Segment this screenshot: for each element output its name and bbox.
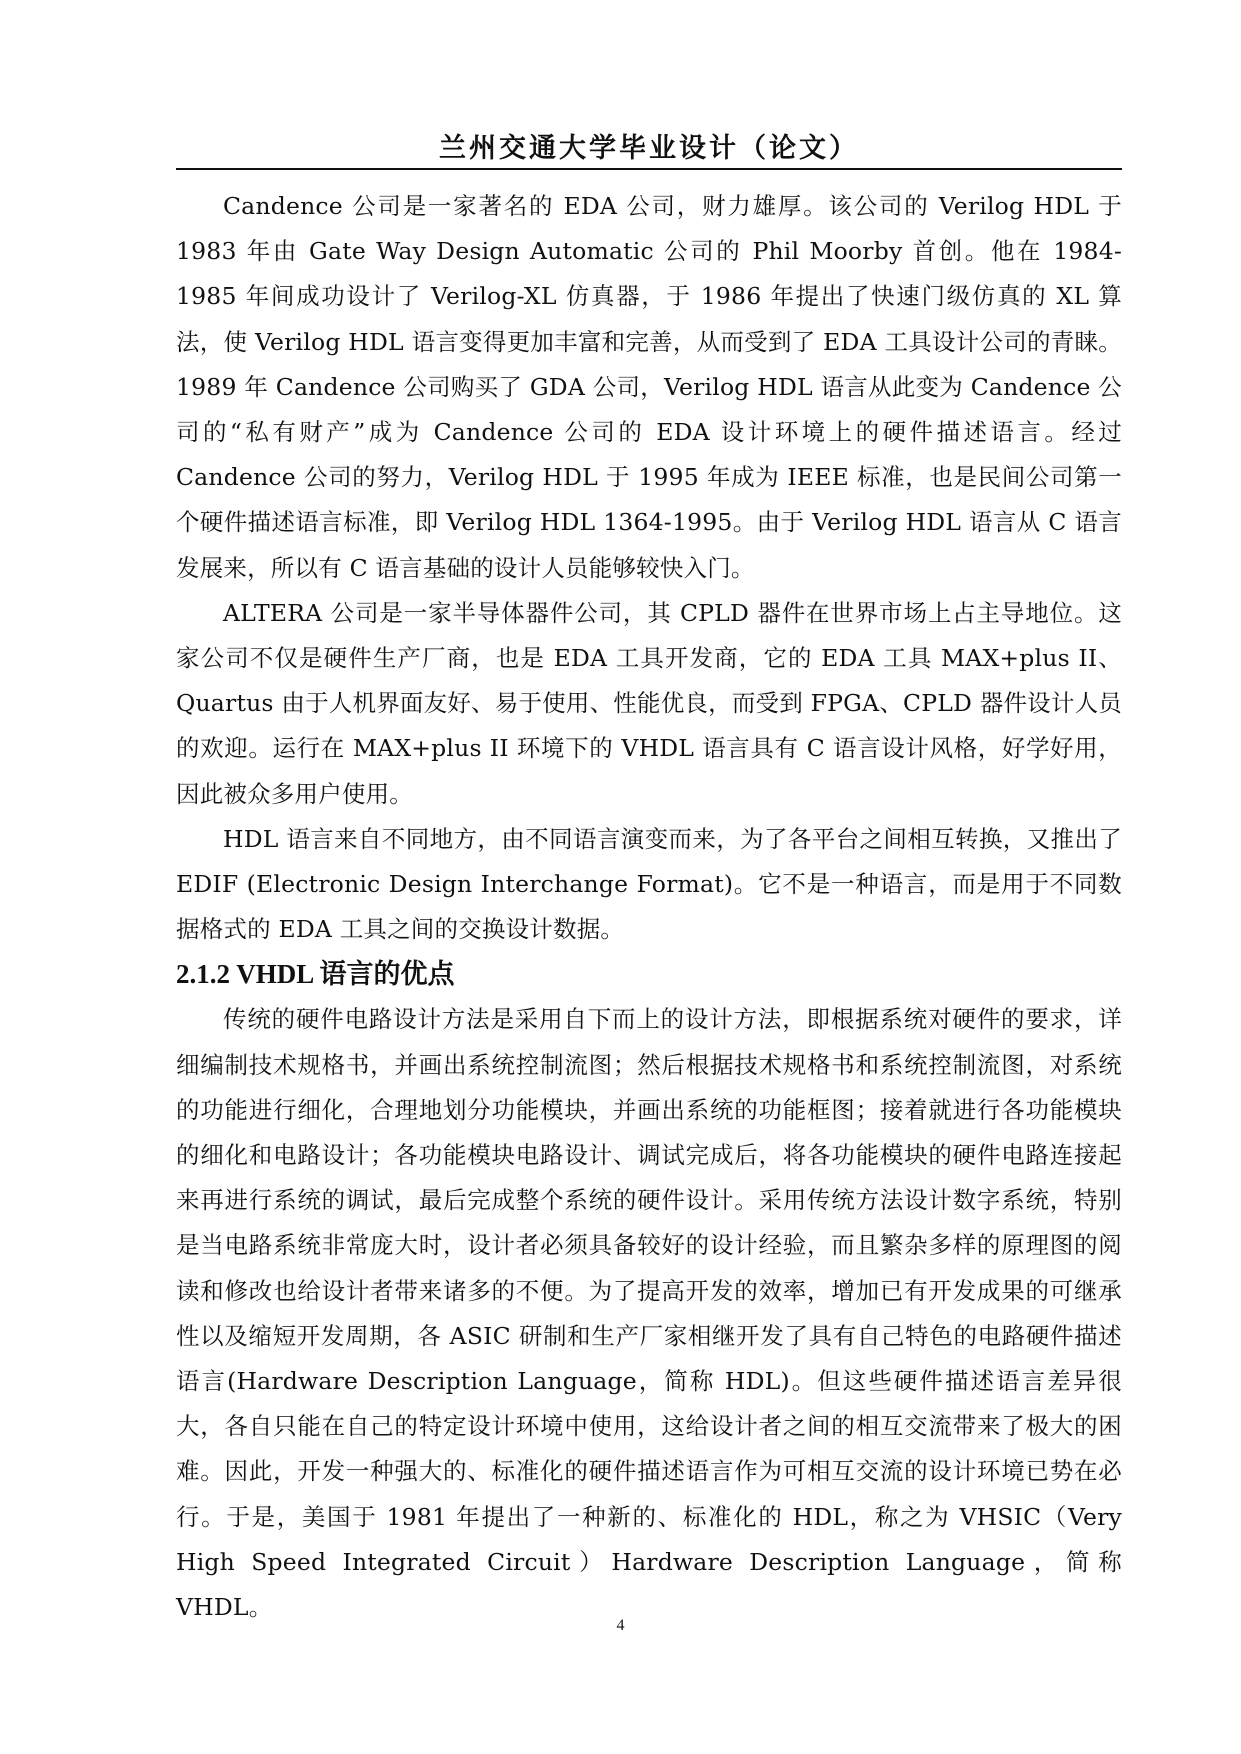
body-content bbox=[176, 184, 1122, 1630]
page-header-title: 兰州交通大学毕业设计（论文） bbox=[439, 133, 859, 164]
page-number: 4 bbox=[616, 1617, 625, 1634]
paragraph-edif: HDL 语言来自不同地方，由不同语言演变而来，为了各平台之间相互转换，又推出了 EDIF (Electronic Design Interchange Format)。它不是一种语言，而是用于不同数据格式的 EDA 工具之间的交换设计数据。 bbox=[176, 824, 1122, 944]
paragraph-traditional-design: 传统的硬件电路设计方法是采用自下而上的设计方法，即根据系统对硬件的要求，详细编制技术规格书，并画出系统控制流图；然后根据技术规格书和系统控制流图，对系统的功能进行细化，合理地划分功能模块，并画出系统的功能框图；接着就进行各功能模块的细化和电路设计；各功能模块电路设计、调试完成后，将各功能模块的硬件电路连接起来再进行系统的调试，最后完成整个系统的硬件设计。采用传统方法设计数字系统，特别是当电路系统非常庞大时，设计者必须具备较好的设计经验，而且繁杂多样的原理图的阅读和修改也给设计者带来诸多的不便。为了提高开发的效率，增加已有开发成果的可继承性以及缩短开发周期，各 ASIC 研制和生产厂家相继开发了具有自己特色的电路硬件描述语言(Hardware Description Language，简称 HDL)。但这些硬件描述语言差异很大，各自只能在自己的特定设计环境中使用，这给设计者之间的相互交流带来了极大的困难。因此，开发一种强大的、标准化的硬件描述语言作为可相互交流的设计环境已势在必行。于是，美国于 1981 年提出了一种新的、标准化的 HDL，称之为 VHSIC（Very High Speed Integrated Circuit）Hardware Description Language，简称 VHDL。 bbox=[176, 1005, 1122, 1622]
paragraph-altera: ALTERA 公司是一家半导体器件公司，其 CPLD 器件在世界市场上占主导地位。这家公司不仅是硬件生产厂商，也是 EDA 工具开发商，它的 EDA 工具 MAX+plus II、Quartus 由于人机界面友好、易于使用、性能优良，而受到 FPGA、CPLD 器件设计人员的欢迎。运行在 MAX+plus II 环境下的 VHDL 语言具有 C 语言设计风格，好学好用，因此被众多用户使用。 bbox=[176, 598, 1122, 808]
section-heading: 2.1.2 VHDL 语言的优点 bbox=[176, 959, 455, 990]
header-divider bbox=[176, 168, 1122, 170]
paragraph-candence: Candence 公司是一家著名的 EDA 公司，财力雄厚。该公司的 Verilog HDL 于 1983 年由 Gate Way Design Automatic 公司的 Phil Moorby 首创。他在 1984-1985 年间成功设计了 Verilog-XL 仿真器，于 1986 年提出了快速门级仿真的 XL 算法，使 Verilog HDL 语言变得更加丰富和完善，从而受到了 EDA 工具设计公司的青睐。1989 年 Candence 公司购买了 GDA 公司，Verilog HDL 语言从此变为 Candence 公司的“私有财产”成为 Candence 公司的 EDA 设计环境上的硬件描述语言。经过 Candence 公司的努力，Verilog HDL 于 1995 年成为 IEEE 标准，也是民间公司第一个硬件描述语言标准，即 Verilog HDL 1364-1995。由于 Verilog HDL 语言从 C 语言发展来，所以有 C 语言基础的设计人员能够较快入门。 bbox=[176, 192, 1122, 582]
